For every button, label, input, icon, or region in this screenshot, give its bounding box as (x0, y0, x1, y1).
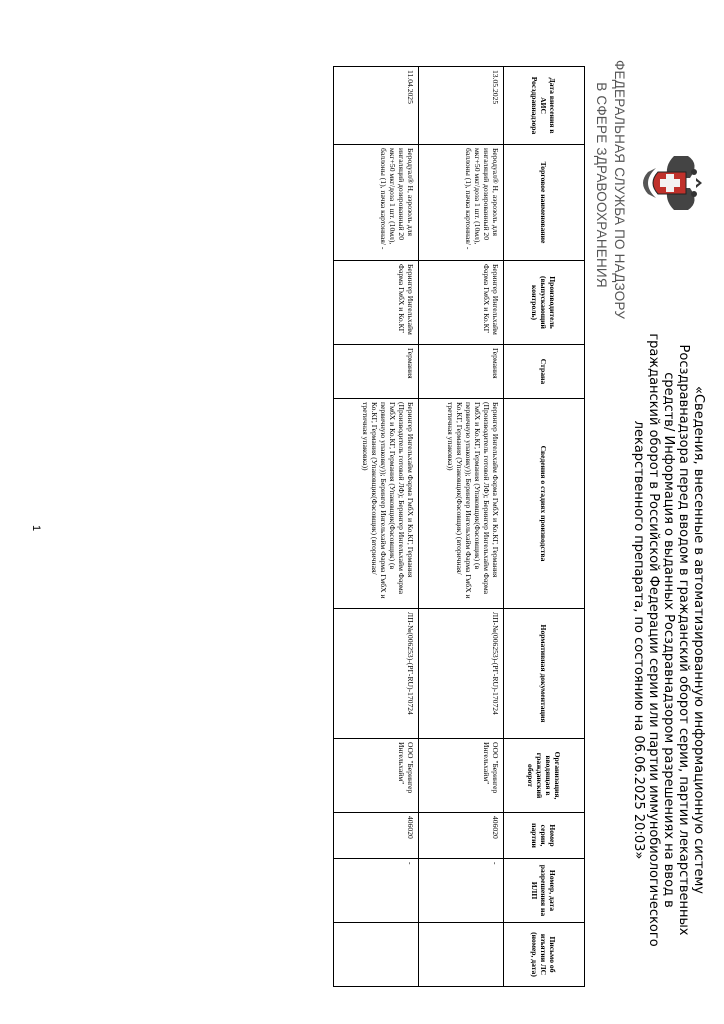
register-table (333, 66, 585, 987)
cell-withdrawal-letter (334, 923, 419, 987)
header-series: Номер серии, партии (504, 813, 585, 859)
cell-country: Германия (419, 345, 504, 399)
header-stages: Сведения о стадиях производства (504, 399, 585, 609)
page-number: 1 (30, 525, 42, 532)
header-organization: Организация, вводящая в гражданский оборот (504, 739, 585, 813)
table-row (419, 67, 504, 987)
agency-name-line-2: В СФЕРЕ ЗДРАВООХРАНЕНИЯ (594, 82, 609, 288)
cell-permit: - (334, 859, 419, 923)
cell-series: 406020 (419, 813, 504, 859)
document-heading: «Сведения, внесенные в автоматизированную информационную систему Росздравнадзора перед вводом в гражданский оборот серии, партии лекарственных средств/ Информация о выданных Росздравнадзором разрешениях на ввод в гражданский оборот в Российской Федерации серии или партии иммунобиологического лекарственного препарата, по состоянию на 06.06.2025 20:03» (631, 333, 706, 947)
cell-date: 11.04.2025 (334, 67, 419, 145)
cell-normative: ЛП-№(006253)-(РГ-RU)-170724 (419, 609, 504, 739)
cell-manufacturer: Берингер Ингельхайм Фарма ГмбХ и Ко.КГ (419, 261, 504, 345)
eagle-emblem-icon (632, 148, 708, 218)
cell-date: 13.05.2025 (419, 67, 504, 145)
header-normative: Нормативная документация (504, 609, 585, 739)
agency-name-line-1: ФЕДЕРАЛЬНАЯ СЛУЖБА ПО НАДЗОРУ (612, 60, 627, 320)
cell-withdrawal-letter (419, 923, 504, 987)
cell-manufacturer: Берингер Ингельхайм Фарма ГмбХ и Ко.КГ (334, 261, 419, 345)
header-trade-name: Торговое наименование (504, 145, 585, 261)
cell-trade-name: Беродуал® Н, аэрозоль для ингаляций дозированный 20 мкг+50 мкг/доза 1 шт. (10мл), баллоны (1), пачка картонная/ - (419, 145, 504, 261)
header-permit: Номер, дата разрешения на ИЛП (504, 859, 585, 923)
cell-trade-name: Беродуал® Н, аэрозоль для ингаляций дозированный 20 мкг+50 мкг/доза 1 шт. (10мл), баллоны (1), пачка картонная/ - (334, 145, 419, 261)
agency-name (592, 60, 628, 320)
header-withdrawal-letter: Письмо об изъятии ЛС (номер, дата) (504, 923, 585, 987)
table-row (334, 67, 419, 987)
cell-organization: ООО "Берингер Ингельхайм" (419, 739, 504, 813)
table-header-row (504, 67, 585, 987)
cell-normative: ЛП-№(006253)-(РГ-RU)-170724 (334, 609, 419, 739)
cell-stages: Берингер Ингельхайм Фарма ГмбХ и Ко.КГ, Германия (Производитель готовой ЛФ); Берингер Ингельхайм Фарма ГмбХ и Ко.КГ, Германия (Упаковщик(Фасовщик) (в первичную упаковку)); Берингер Ингельхайм Фарма ГмбХ и Ко.КГ, Германия (Упаковщик(Фасовщик) (вторичная/третичная упаковка)) (419, 399, 504, 609)
cell-organization: ООО "Берингер Ингельхайм" (334, 739, 419, 813)
header-manufacturer: Производитель (выпускающий контроль) (504, 261, 585, 345)
header-country: Страна (504, 345, 585, 399)
cell-stages: Берингер Ингельхайм Фарма ГмбХ и Ко.КГ, Германия (Производитель готовой ЛФ); Берингер Ингельхайм Фарма ГмбХ и Ко.КГ, Германия (Упаковщик(Фасовщик) (в первичную упаковку)); Берингер Ингельхайм Фарма ГмбХ и Ко.КГ, Германия (Упаковщик(Фасовщик) (вторичная/третичная упаковка)) (334, 399, 419, 609)
header-date: Дата внесения в АИС Росздравнадзора (504, 67, 585, 145)
cell-country: Германия (334, 345, 419, 399)
cell-permit: - (419, 859, 504, 923)
cell-series: 406020 (334, 813, 419, 859)
